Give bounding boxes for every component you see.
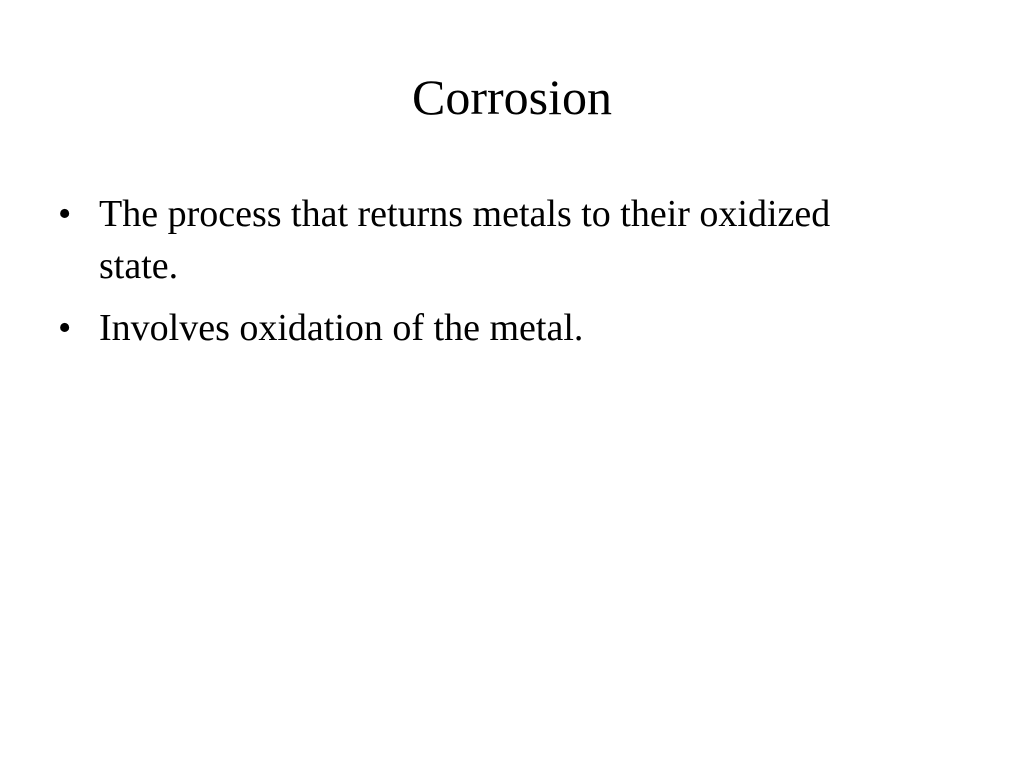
slide-title: Corrosion (412, 69, 612, 125)
bullet-list (58, 188, 918, 364)
bullet-text: The process that returns metals to their oxidized state. (99, 193, 831, 287)
bullet-text: Involves oxidation of the metal. (99, 307, 584, 349)
bullet-marker: • (58, 307, 72, 349)
bullet-item (58, 188, 918, 292)
bullet-item (58, 302, 918, 354)
bullet-marker: • (58, 193, 72, 235)
